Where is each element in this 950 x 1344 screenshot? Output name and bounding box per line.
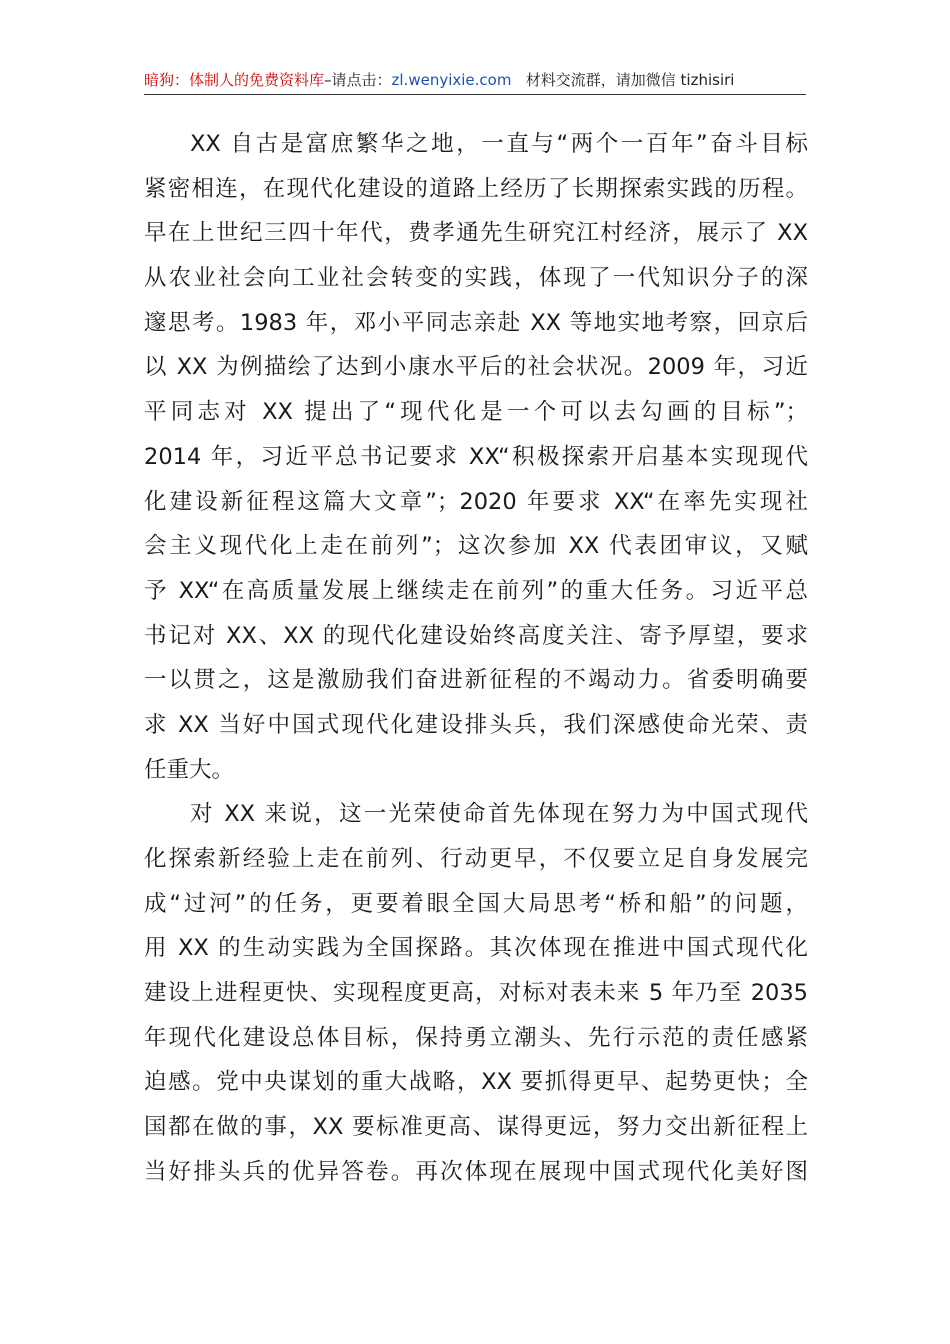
text-line: 建设上进程更快、实现程度更高，对标对表未来 5 年乃至 2035 [144, 980, 808, 1007]
header-spacer [511, 71, 525, 89]
text-line: 予 XX“在高质量发展上继续走在前列”的重大任务。习近平总 [144, 577, 808, 604]
text-line: 迫感。党中央谋划的重大战略，XX 要抓得更早、起势更快；全 [144, 1069, 808, 1096]
text-line: 国都在做的事，XX 要标准更高、谋得更远，努力交出新征程上 [144, 1114, 808, 1141]
header-prompt: –请点击： [324, 71, 392, 89]
text-line: 2014 年，习近平总书记要求 XX“积极探索开启基本实现现代 [144, 443, 808, 470]
text-line: 化建设新征程这篇大文章”；2020 年要求 XX“在率先实现社 [144, 488, 808, 515]
document-body [144, 122, 808, 1195]
text-line: 会主义现代化上走在前列”；这次参加 XX 代表团审议，又赋 [144, 533, 808, 560]
text-line: 任重大。 [144, 756, 235, 783]
text-line: XX 自古是富庶繁华之地，一直与“两个一百年”奋斗目标 [190, 131, 808, 157]
text-line: 年现代化建设总体目标，保持勇立潮头、先行示范的责任感紧 [144, 1024, 808, 1051]
text-line: 当好排头兵的优异答卷。再次体现在展现中国式现代化美好图 [144, 1158, 808, 1185]
text-line: 平同志对 XX 提出了“现代化是一个可以去勾画的目标”； [144, 399, 808, 426]
text-line: 邃思考。1983 年，邓小平同志亲赴 XX 等地实地考察，回京后 [144, 309, 808, 336]
text-line: 用 XX 的生动实践为全国探路。其次体现在推进中国式现代化 [144, 935, 808, 962]
text-line: 早在上世纪三四十年代，费孝通先生研究江村经济，展示了 XX [144, 220, 808, 247]
text-line: 求 XX 当好中国式现代化建设排头兵，我们深感使命光荣、责 [144, 711, 808, 738]
text-line: 对 XX 来说，这一光荣使命首先体现在努力为中国式现代 [190, 801, 808, 828]
page-header [144, 66, 806, 95]
text-line: 以 XX 为例描绘了达到小康水平后的社会状况。2009 年，习近 [144, 354, 808, 381]
header-note: 材料交流群，请加微信 tizhisiri [525, 71, 735, 89]
text-line: 一以贯之，这是激励我们奋进新征程的不竭动力。省委明确要 [144, 667, 808, 694]
text-line: 成“过河”的任务，更要着眼全国大局思考“桥和船”的问题， [144, 890, 808, 917]
text-line: 从农业社会向工业社会转变的实践，体现了一代知识分子的深 [144, 265, 808, 292]
header-brand: 暗狗：体制人的免费资料库 [144, 71, 325, 89]
header-link[interactable]: zl.wenyixie.com [391, 71, 512, 89]
text-line: 紧密相连，在现代化建设的道路上经历了长期探索实践的历程。 [144, 175, 808, 202]
text-line: 书记对 XX、XX 的现代化建设始终高度关注、寄予厚望，要求 [144, 622, 808, 649]
text-line: 化探索新经验上走在前列、行动更早，不仅要立足自身发展完 [144, 846, 808, 872]
